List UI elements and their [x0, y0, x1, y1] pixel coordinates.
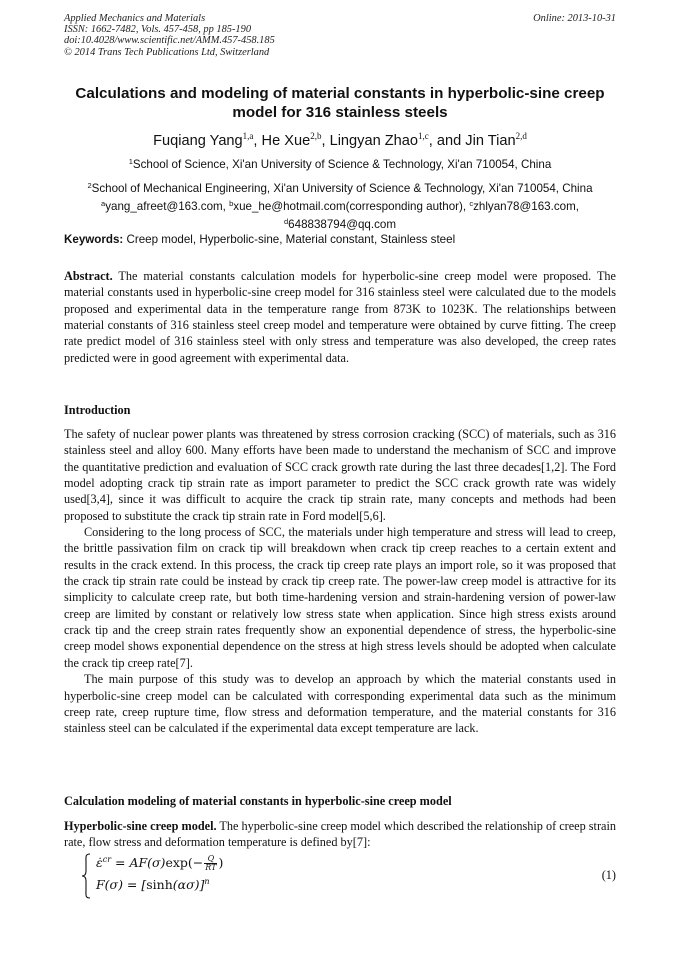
author-name: He Xue: [261, 133, 311, 149]
affiliation-2: [64, 178, 616, 232]
fraction-numerator: Q: [204, 855, 217, 864]
section-heading-introduction: Introduction: [64, 403, 131, 417]
introduction-body: [64, 426, 616, 737]
equation-1: [80, 851, 616, 901]
author-name: Lingyan Zhao: [329, 133, 419, 149]
equation-line-2: [96, 877, 210, 892]
affiliation-text: School of Science, Xi'an University of Science & Technology, Xi'an 710054, China: [132, 158, 552, 171]
email-c: zhlyan78@163.com,: [473, 200, 579, 213]
hyperbolic-sine-subsection: [64, 818, 616, 851]
email-a: yang_afreet@163.com,: [105, 200, 230, 213]
section-heading-calculation: Calculation modeling of material constants in hyperbolic-sine creep model: [64, 794, 452, 808]
author-sep: ,: [321, 133, 330, 149]
journal-name: Applied Mechanics and Materials: [64, 13, 206, 24]
close-paren: ): [218, 855, 224, 871]
email-sup: b: [229, 199, 234, 208]
author-sup: 1,a: [242, 131, 254, 141]
email-sup: a: [101, 199, 106, 208]
subsection-text: The hyperbolic-sine creep model which described the relationship of creep strain rate, flow stress and deformation temperature is defined by[7]:: [64, 819, 616, 850]
email-sup: d: [284, 217, 289, 226]
author-sup: 2,d: [515, 131, 527, 141]
author-sup: 2,b: [310, 131, 322, 141]
journal-doi: doi:10.4028/www.scientific.net/AMM.457-458.185: [64, 35, 275, 47]
author-sep: ,: [253, 133, 262, 149]
eq2-right: (ασ)]: [172, 877, 205, 893]
equation-line-1: [96, 855, 223, 872]
author-sup: 1,c: [418, 131, 429, 141]
paper-title: Calculations and modeling of material constants in hyperbolic-sine creep model for 316 stainless steels: [75, 85, 605, 121]
sinh-function: sinh: [146, 877, 173, 893]
eq1-middle: = AF(σ): [111, 855, 166, 871]
author-sep: , and: [428, 133, 466, 149]
journal-header: [64, 13, 616, 58]
cr-superscript: cr: [102, 855, 112, 864]
eq2-left: F(σ) = [: [96, 877, 147, 893]
abstract-label: Abstract.: [64, 269, 113, 283]
affiliation-text: School of Mechanical Engineering, Xi'an University of Science & Technology, Xi'an 710054, China: [91, 182, 593, 195]
affiliation-number: 2: [87, 181, 92, 190]
paragraph: Considering to the long process of SCC, the materials under high temperature and stress will lead to creep, the brittle passivation film on crack tip will breakdown when crack tip creep reaches to a certain extent and results in the crack extend. In this process, the crack tip creep rate plays an import role, so it was proposed that the crack tip strain rate could be instead by crack tip creep rate. The power-law creep model is attractive for its simplicity to calculate creep rate, but both time-hardening version and strain-hardening version of power-law creep are limited by constant or relatively low stress state when application. Since high stress exists around crack tip and the creep strain rates frequently show an exponential dependence of stress, the hyperbolic-sine creep model shows exponential dependence on the stress at high stress levels should be adopted when calculate the crack tip creep rate[7].: [64, 525, 616, 670]
exp-function: exp(−: [165, 855, 204, 871]
paragraph: The safety of nuclear power plants was threatened by stress corrosion cracking (SCC) of materials, such as 316 stainless steel and alloy 600. Many efforts have been made to understand the mechanism of SCC and improve the quantitative prediction and evaluation of SCC crack growth rate during the last three decades[1,2]. The Ford model adopting crack tip strain rate as import parameter to predict the SCC crack growth rate was widely used[3,4], since it was difficult to acquire the crack tip strain rate, many concepts and methods had been proposed to substitute the crack tip strain rate in Ford model[5,6].: [64, 427, 616, 523]
keywords-text: Creep model, Hyperbolic-sine, Material constant, Stainless steel: [123, 233, 456, 246]
email-d: 648838794@qq.com: [288, 218, 396, 231]
journal-issn: ISSN: 1662-7482, Vols. 457-458, pp 185-190: [64, 24, 252, 36]
abstract: [64, 268, 616, 366]
n-exponent: n: [204, 877, 210, 886]
email-sup: c: [469, 199, 474, 208]
strain-rate-symbol: ε̇: [96, 855, 103, 871]
subsection-label: Hyperbolic-sine creep model.: [64, 819, 217, 833]
email-b: xue_he@hotmail.com(corresponding author),: [233, 200, 470, 213]
affiliation-1: [64, 154, 616, 172]
author-name: Fuqiang Yang: [153, 133, 243, 149]
keywords: [64, 232, 616, 247]
equation-number: (1): [601, 868, 616, 882]
fraction-denominator: RT: [205, 863, 217, 873]
journal-copyright: © 2014 Trans Tech Publications Ltd, Switzerland: [64, 46, 270, 58]
fraction-q-rt: [204, 855, 217, 872]
online-date: Online: 2013-10-31: [533, 13, 616, 24]
author-name: Jin Tian: [465, 133, 516, 149]
affiliation-number: 1: [128, 157, 133, 166]
keywords-label: Keywords:: [64, 233, 124, 246]
author-list: [64, 127, 616, 150]
abstract-text: The material constants calculation models for hyperbolic-sine creep model were proposed. The material constants used in hyperbolic-sine creep model for 316 stainless steel were calculated due to the models proposed and experimental data in the temperature range from 873K to 1023K. The relationships between material constants of 316 stainless steel creep model and temperature were obtained by curve fitting. The creep rate predict model of 316 stainless steel with only stress and temperature was also developed, the creep rates predicted were in good agreement with experimental data.: [64, 269, 616, 365]
left-brace: [80, 853, 92, 899]
paragraph: The main purpose of this study was to develop an approach by which the material constants used in hyperbolic-sine creep model can be calculated with corresponding experimental data such as the minimum creep rate, creep rupture time, flow stress and deformation temperature, and the material constants for 316 stainless steel can be calculated if the experimental data except temperature are lack.: [64, 672, 616, 736]
